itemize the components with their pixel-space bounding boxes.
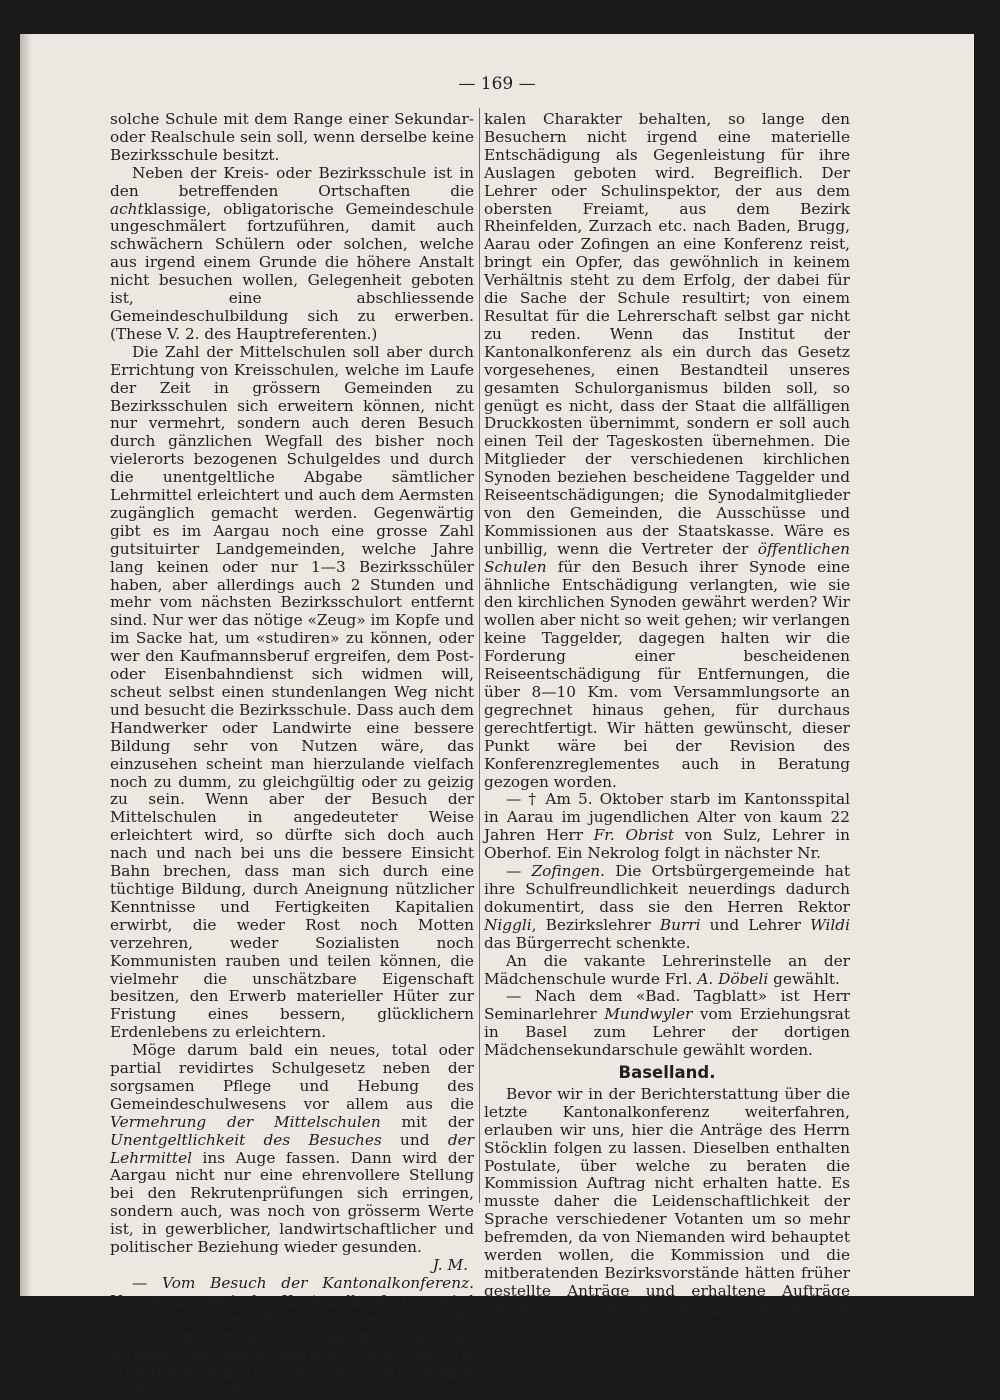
paragraph: — † Am 5. Oktober starb im Kantonsspital in Aarau im jugendlichen Alter von kaum 22 Jahren Herr Fr. Obrist von Sulz, Lehrer in Oberhof. Ein Nekrolog folgt in nächster Nr. [484, 790, 850, 863]
left-column [110, 111, 474, 1400]
section-heading: Baselland. [618, 1063, 716, 1083]
column-divider [479, 108, 480, 1203]
author-signature: J. M. [432, 1256, 468, 1274]
paragraph: Bevor wir in der Berichterstattung über die letzte Kantonalkonferenz weiterfahren, erlauben wir uns, hier die Anträge des Herrn Stöcklin folgen zu lassen. Dieselben enthalten Postulate, über welche zu beraten die Kommission Auftrag nicht erhalten hatte. Es musste daher die Leidenschaftlichkeit der Sprache verschiedener Votanten um so mehr befremden, da von Niemanden wird behauptet werden wollen, die Kommission und die mitberatenden Bezirksvorstände hätten früher gestellte Anträge und erhaltene Aufträge ignorirt. Es ist in verschiedenen Kreisen auch aufgefallen, [484, 1084, 850, 1336]
paragraph: — Nach dem «Bad. Tagblatt» ist Herr Seminarlehrer Mundwyler vom Erziehungsrat in Basel zum Lehrer der dortigen Mädchensekundarschule gewählt worden. [484, 987, 850, 1060]
paragraph: Neben der Kreis- oder Bezirksschule ist in den betreffenden Ortschaften die achtklassige, obligatorische Gemeindeschule ungeschmälert fortzuführen, damit auch schwächern Schülern oder solchen, welche aus irgend einem Grunde die höhere Anstalt nicht besuchen wollen, Gelegenheit geboten ist, eine abschliessende Gemeindeschulbildung sich zu erwerben. (These V. 2. des Hauptreferenten.) [110, 163, 474, 343]
paragraph: — Zofingen. Die Ortsbürgergemeinde hat ihre Schulfreundlichkeit neuerdings dadurch dokumentirt, dass sie den Herren Rektor Niggli, Bezirkslehrer Burri und Lehrer Wildi das Bürgerrecht schenkte. [484, 862, 850, 952]
paragraph: Die Zahl der Mittelschulen soll aber durch Errichtung von Kreisschulen, welche im Laufe der Zeit in grössern Gemeinden zu Bezirksschulen sich erweitern können, nicht nur vermehrt, sondern auch deren Besuch durch gänzlichen Wegfall des bisher noch vielerorts bezogenen Schulgeldes und durch die unentgeltliche Abgabe sämtlicher Lehrmittel erleichtert und auch dem Aermsten zugänglich gemacht werden. Gegenwärtig gibt es im Aargau noch eine grosse Zahl gutsituirter Landgemeinden, welche Jahre lang keinen oder nur 1—3 Bezirksschüler haben, aber allerdings auch 2 Stunden und mehr vom nächsten Bezirksschulort entfernt sind. Nur wer das nötige «Zeug» im Kopfe und im Sacke hat, um «studiren» zu können, oder wer den Kaufmannsberuf ergreifen, dem Post- oder Eisenbahndienst sich widmen will, scheut selbst einen stundenlangen Weg nicht und besucht die Bezirksschule. Dass auch dem Handwerker oder Landwirte eine bessere Bildung sehr von Nutzen wäre, das einzusehen scheint man hierzulande vielfach noch zu dumm, zu gleichgültig oder zu geizig zu sein. Wenn aber der Besuch der Mittelschulen in angedeuteter Weise erleichtert wird, so dürfte sich doch auch nach und nach bei uns die bessere Einsicht Bahn brechen, dass man sich durch eine tüchtige Bildung, durch Aneignung nützlicher Kenntnisse und Fertigkeiten Kapitalien erwirbt, die weder Rost noch Motten verzehren, weder Sozialisten noch Kommunisten rauben und teilen können, die vielmehr die unschätzbare Eigenschaft besitzen, den Erwerb materieller Hüter zur Fristung eines bessern, glücklichern Erdenlebens zu erleichtern. [110, 342, 474, 1042]
paragraph: kalen Charakter behalten, so lange den Besuchern nicht irgend eine materielle Entschädigung als Gegenleistung für ihre Auslagen geboten wird. Begreiflich. Der Lehrer oder Schulinspektor, der aus dem obersten Freiamt, aus dem Bezirk Rheinfelden, Zurzach etc. nach Baden, Brugg, Aarau oder Zofingen an eine Konferenz reist, bringt ein Opfer, das gewöhnlich in keinem Verhältnis steht zu dem Erfolg, der dabei für die Sache der Schule resultirt; von einem Resultat für die Lehrerschaft selbst gar nicht zu reden. Wenn das Institut der Kantonalkonferenz als ein durch das Gesetz vorgesehenes, einen Bestandteil unseres gesamten Schulorganismus bilden soll, so genügt es nicht, dass der Staat die allfälligen Druckkosten übernimmt, sondern er soll auch einen Teil der Tageskosten übernehmen. Die Mitglieder der verschiedenen kirchlichen Synoden beziehen bescheidene Taggelder und Reiseentschädigungen; die Synodalmitglieder von den Gemeinden, die Ausschüsse und Kommissionen aus der Staatskasse. Wäre es unbillig, wenn die Vertreter der öffentlichen Schulen für den Besuch ihrer Synode eine ähnliche Entschädigung verlangten, wie sie den kirchlichen Synoden gewährt werden? Wir wollen aber nicht so weit gehen; wir verlangen keine Taggelder, dagegen halten wir die Forderung einer bescheidenen Reiseentschädigung für Entfernungen, die über 8—10 Km. vom Versammlungsorte an gegrechnet hinaus gehen, für durchaus gerechtfertigt. Wir hätten gewünscht, dieser Punkt wäre bei der Revision des Konferenzreglementes auch in Beratung gezogen worden. [484, 110, 850, 791]
paragraph: An die vakante Lehrerinstelle an der Mädchenschule wurde Frl. A. Döbeli gewählt. [484, 951, 850, 988]
paragraph: — Vom Besuch der Kantonalkonferenz. Unsere aargauische Kantonalkonferenz wird jeweilen von der Lehrerschaft der in der Nähe des Konferenzortes gelegenen Bezirke ziemlich zahlreich besucht, während die entferntern gar nicht oder nur sehr spärlich vertreten sind. Sie wird auch diesen lo- [110, 1273, 474, 1400]
page-number: — 169 — [458, 74, 536, 94]
right-column [484, 111, 850, 1337]
scanned-page [20, 34, 974, 1400]
paragraph: Möge darum bald ein neues, total oder partial revidirtes Schulgesetz neben der sorgsamen Pflege und Hebung des Gemeindeschulwesens vor allem aus die Vermehrung der Mittelschulen mit der Unentgeltlichkeit des Besuches und der Lehrmittel ins Auge fassen. Dann wird der Aargau nicht nur eine ehrenvollere Stellung bei den Rekrutenprüfungen sich erringen, sondern auch, was noch von grösserm Werte ist, in gewerblicher, landwirtschaftlicher und politischer Beziehung wieder gesunden. [110, 1041, 474, 1257]
page-spine-shadow [20, 34, 32, 1296]
paragraph: solche Schule mit dem Range einer Sekundar- oder Realschule sein soll, wenn derselbe keine Bezirksschule besitzt. [110, 110, 474, 164]
